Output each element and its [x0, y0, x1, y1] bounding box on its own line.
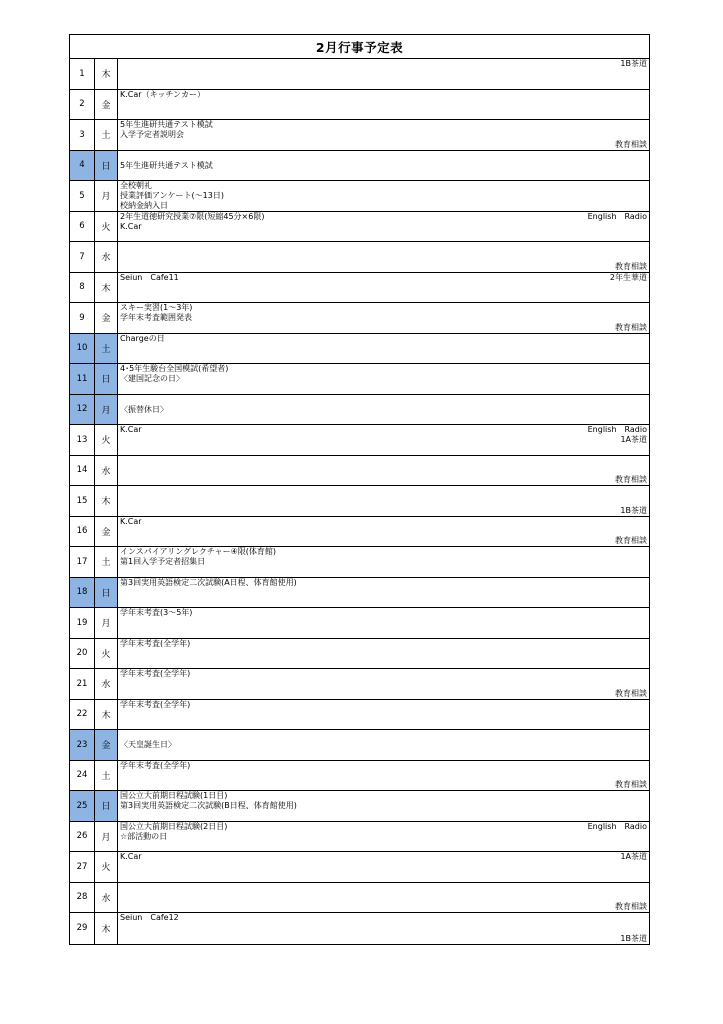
note-right [615, 902, 647, 912]
weekday: 火 [95, 852, 118, 882]
event-cell [118, 273, 649, 303]
table-row [70, 517, 649, 548]
event-list [120, 334, 165, 344]
event-text: 学年末考査(全学年) [120, 669, 191, 678]
event-text: K.Car [120, 852, 142, 861]
event-text: 〈振替休日〉 [120, 404, 168, 414]
day-number: 15 [70, 486, 95, 516]
table-row [70, 852, 649, 883]
event-text: 国公立大前期日程試験(2日目) [120, 821, 228, 831]
club-activity-text: 1A茶道 [620, 852, 647, 861]
day-number: 9 [70, 303, 95, 333]
event-list [120, 90, 205, 100]
event-text: Seiun Cafe11 [120, 272, 179, 282]
day-number: 29 [70, 913, 95, 944]
day-number: 2 [70, 90, 95, 120]
event-cell [118, 425, 649, 455]
table-row [70, 913, 649, 944]
event-list [120, 791, 297, 811]
event-text: インスパイアリングレクチャー④限(体育館) [120, 547, 277, 556]
event-cell [118, 761, 649, 791]
note-right [615, 262, 647, 272]
schedule-rows [70, 59, 649, 944]
note-right [620, 934, 647, 944]
weekday: 木 [95, 273, 118, 303]
note-right [615, 323, 647, 333]
day-number: 26 [70, 822, 95, 852]
day-number: 5 [70, 181, 95, 211]
event-text: Chargeの日 [120, 333, 165, 343]
event-list [120, 181, 224, 211]
table-row [70, 59, 649, 90]
table-row [70, 212, 649, 243]
club-activity [588, 212, 647, 222]
event-text: 授業評価アンケート(～13日) [120, 191, 224, 200]
note-right [615, 140, 647, 150]
weekday: 火 [95, 425, 118, 455]
table-row [70, 425, 649, 456]
event-text: 第3回実用英語検定二次試験(B日程、体育館使用) [120, 801, 297, 810]
weekday: 木 [95, 700, 118, 730]
table-row [70, 639, 649, 670]
club-activity-text: 1A茶道 [620, 435, 647, 444]
event-text: 学年末考査(全学年) [120, 760, 191, 770]
club-activity-text: English Radio [587, 425, 647, 434]
table-row [70, 791, 649, 822]
day-number: 24 [70, 761, 95, 791]
event-cell [118, 883, 649, 913]
club-activity [620, 852, 647, 862]
event-text: 〈天皇誕生日〉 [120, 740, 176, 749]
event-text: 第1回入学予定者招集日 [120, 557, 206, 566]
weekday: 水 [95, 669, 118, 699]
table-row [70, 90, 649, 121]
table-row [70, 822, 649, 853]
event-text: 学年末考査(3～5年) [120, 608, 193, 617]
weekday: 日 [95, 364, 118, 394]
table-row [70, 730, 649, 761]
club-activity-text: 1B茶道 [620, 59, 647, 68]
event-list [120, 120, 213, 140]
table-row [70, 395, 649, 426]
club-activity [588, 425, 647, 445]
event-text: K.Car [120, 425, 142, 434]
event-list [120, 364, 228, 384]
event-text [120, 151, 213, 161]
event-list [120, 517, 142, 527]
table-row [70, 151, 649, 182]
event-list [120, 212, 264, 232]
event-cell [118, 181, 649, 211]
event-cell [118, 578, 649, 608]
table-row [70, 700, 649, 731]
day-number: 17 [70, 547, 95, 577]
event-list [120, 730, 176, 750]
event-text: K.Car [120, 221, 142, 231]
day-number: 25 [70, 791, 95, 821]
weekday: 水 [95, 883, 118, 913]
day-number: 16 [70, 517, 95, 547]
event-text [120, 730, 176, 740]
club-activity [620, 59, 647, 69]
day-number: 27 [70, 852, 95, 882]
event-cell [118, 456, 649, 486]
event-cell [118, 852, 649, 882]
event-text: K.Car（キッチンカー） [120, 89, 206, 99]
event-cell [118, 90, 649, 120]
schedule-table [69, 34, 650, 945]
event-cell [118, 486, 649, 516]
event-cell [118, 334, 649, 364]
event-text: 第3回実用英語検定二次試験(A日程、体育館使用) [120, 577, 297, 587]
club-activity-text: 2年生華道 [609, 272, 647, 282]
day-number: 11 [70, 364, 95, 394]
event-list [120, 608, 192, 618]
table-row [70, 242, 649, 273]
event-text: 5年生進研共通テスト模試 [120, 120, 213, 129]
day-number: 14 [70, 456, 95, 486]
weekday: 水 [95, 242, 118, 272]
day-number: 10 [70, 334, 95, 364]
note-right-text: 教育相談 [615, 536, 647, 545]
day-number: 1 [70, 59, 95, 89]
event-list [120, 761, 190, 771]
day-number: 12 [70, 395, 95, 425]
table-row [70, 547, 649, 578]
day-number: 19 [70, 608, 95, 638]
weekday: 月 [95, 181, 118, 211]
table-row [70, 761, 649, 792]
event-text: ☆部活動の日 [120, 831, 168, 841]
day-number: 4 [70, 151, 95, 181]
weekday: 土 [95, 761, 118, 791]
note-right-text: 1B茶道 [620, 505, 647, 515]
note-right-text: 教育相談 [615, 902, 647, 911]
weekday: 火 [95, 639, 118, 669]
note-right [615, 475, 647, 485]
event-cell [118, 700, 649, 730]
table-row [70, 334, 649, 365]
table-row [70, 303, 649, 334]
table-row [70, 669, 649, 700]
table-row [70, 486, 649, 517]
day-number: 7 [70, 242, 95, 272]
weekday: 金 [95, 303, 118, 333]
note-right [615, 689, 647, 699]
note-right-text: 教育相談 [615, 780, 647, 789]
club-activity-text: English Radio [587, 821, 647, 831]
weekday: 火 [95, 212, 118, 242]
table-row [70, 120, 649, 151]
event-text: 国公立大前期日程試験(1日目) [120, 791, 228, 800]
day-number: 6 [70, 212, 95, 242]
weekday: 日 [95, 151, 118, 181]
table-row [70, 578, 649, 609]
event-list [120, 395, 168, 415]
event-cell [118, 669, 649, 699]
event-cell [118, 639, 649, 669]
event-cell [118, 608, 649, 638]
day-number: 8 [70, 273, 95, 303]
event-cell [118, 120, 649, 150]
day-number: 22 [70, 700, 95, 730]
event-text: 5年生進研共通テスト模試 [120, 160, 213, 170]
table-row [70, 456, 649, 487]
table-row [70, 364, 649, 395]
weekday: 金 [95, 730, 118, 760]
note-right-text: 教育相談 [615, 322, 647, 332]
event-list [120, 273, 179, 283]
page-title: 2月行事予定表 [70, 35, 649, 59]
club-activity-text: English Radio [587, 211, 647, 221]
day-number: 13 [70, 425, 95, 455]
event-list [120, 303, 192, 323]
event-list [120, 700, 190, 710]
table-row [70, 273, 649, 304]
event-text: 入学予定者説明会 [120, 130, 184, 139]
weekday: 日 [95, 578, 118, 608]
event-list [120, 151, 213, 171]
event-list [120, 913, 179, 923]
note-right [620, 506, 647, 516]
table-row [70, 883, 649, 914]
event-cell [118, 730, 649, 760]
event-text: 4･5年生駿台全国模試(希望者) [120, 364, 229, 373]
event-list [120, 822, 227, 842]
event-cell [118, 913, 649, 944]
event-text: 学年末考査範囲発表 [120, 313, 192, 322]
event-text: 〈建国記念の日〉 [120, 374, 184, 383]
note-right-text: 教育相談 [615, 688, 647, 698]
event-text: 全校朝礼 [120, 181, 152, 190]
weekday: 月 [95, 395, 118, 425]
event-list [120, 852, 142, 862]
club-activity [588, 822, 647, 832]
note-right [615, 536, 647, 546]
event-cell [118, 547, 649, 577]
weekday: 金 [95, 90, 118, 120]
weekday: 土 [95, 120, 118, 150]
day-number: 3 [70, 120, 95, 150]
note-right-text: 教育相談 [615, 261, 647, 271]
day-number: 28 [70, 883, 95, 913]
event-text: 学年末考査(全学年) [120, 638, 191, 648]
event-cell [118, 303, 649, 333]
event-cell [118, 395, 649, 425]
event-cell [118, 242, 649, 272]
event-text [120, 395, 168, 405]
event-text: Seiun Cafe12 [120, 913, 179, 922]
event-list [120, 639, 190, 649]
day-number: 23 [70, 730, 95, 760]
note-right-text: 教育相談 [615, 139, 647, 149]
table-row [70, 181, 649, 212]
day-number: 20 [70, 639, 95, 669]
event-cell [118, 59, 649, 89]
note-right-text: 1B茶道 [620, 933, 647, 943]
weekday: 木 [95, 59, 118, 89]
event-list [120, 425, 142, 435]
event-text: K.Car [120, 516, 142, 526]
day-number: 21 [70, 669, 95, 699]
event-text: スキー実習(1～3年) [120, 303, 193, 312]
event-cell [118, 791, 649, 821]
event-text: 学年末考査(全学年) [120, 699, 191, 709]
weekday: 土 [95, 334, 118, 364]
event-text: 校納金納入日 [120, 201, 168, 210]
note-right [615, 780, 647, 790]
weekday: 木 [95, 913, 118, 944]
event-cell [118, 517, 649, 547]
event-list [120, 547, 276, 567]
weekday: 日 [95, 791, 118, 821]
event-list [120, 578, 297, 588]
event-cell [118, 822, 649, 852]
weekday: 金 [95, 517, 118, 547]
weekday: 月 [95, 822, 118, 852]
event-text: 2年生道徳研究授業⑦限(短縮45分×6限) [120, 211, 265, 221]
weekday: 土 [95, 547, 118, 577]
weekday: 水 [95, 456, 118, 486]
event-cell [118, 212, 649, 242]
table-row [70, 608, 649, 639]
weekday: 月 [95, 608, 118, 638]
note-right-text: 教育相談 [615, 475, 647, 484]
club-activity [610, 273, 647, 283]
event-cell [118, 364, 649, 394]
event-cell [118, 151, 649, 181]
weekday: 木 [95, 486, 118, 516]
day-number: 18 [70, 578, 95, 608]
event-list [120, 669, 190, 679]
